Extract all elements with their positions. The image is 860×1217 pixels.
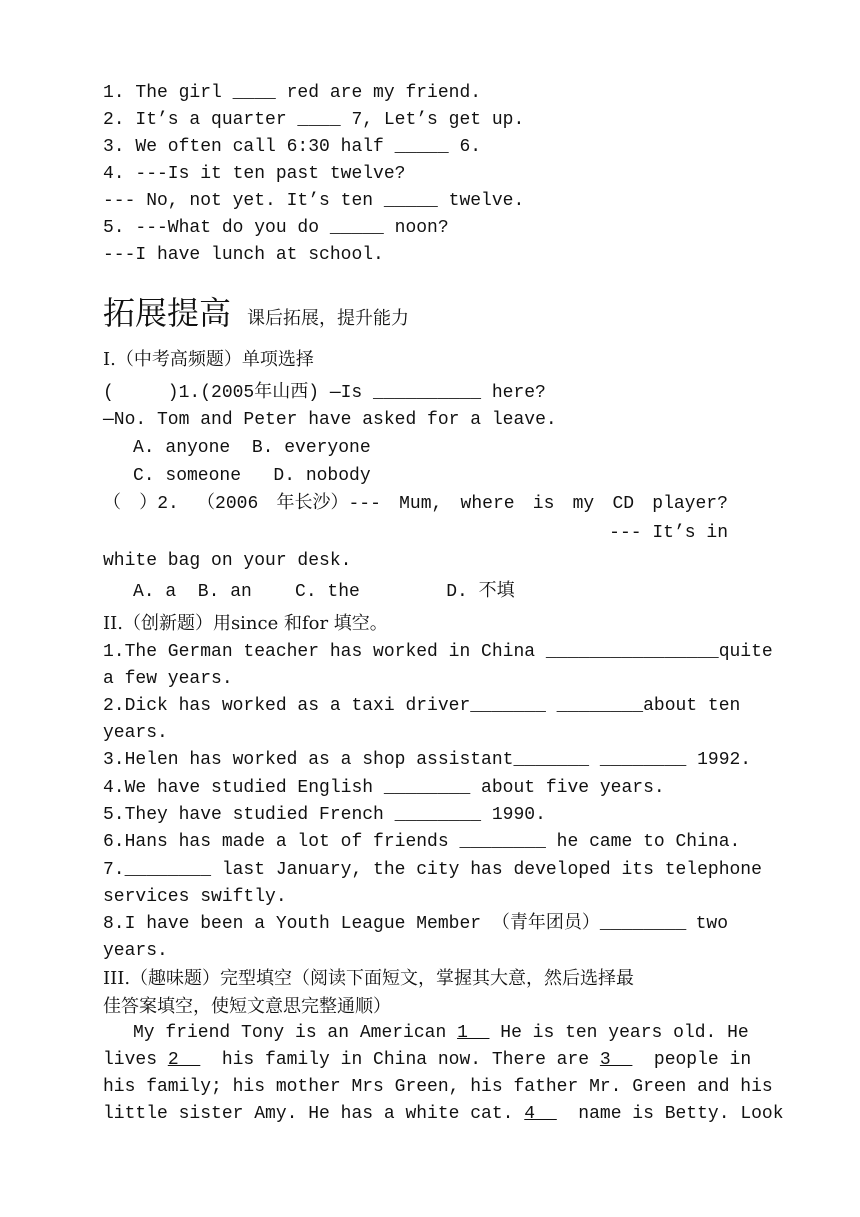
text-part: He is ten years old. He: [489, 1023, 749, 1043]
text-part: CD: [612, 494, 635, 514]
text-part: My friend Tony is an American: [133, 1023, 458, 1043]
text-part: 1.The German teacher has worked in China ________________: [103, 642, 719, 662]
fill-question-8: [103, 911, 728, 938]
heading-subtitle: 课后拓展，提升能力: [247, 308, 410, 329]
section-1-title: Ⅰ.（中考高频题）单项选择: [103, 349, 314, 370]
text-part: player?: [652, 494, 728, 514]
fill-question-3: 3.Helen has worked as a shop assistant_______ ________ 1992.: [103, 750, 752, 770]
exercise-line: 4. ---Is it ten past twelve?: [103, 164, 406, 184]
text-part: where: [460, 494, 515, 514]
exercise-line: --- No, not yet. It’s ten _____ twelve.: [103, 191, 525, 211]
text-part: quite: [718, 642, 773, 662]
question-1-options: C. someone D. nobody: [133, 466, 371, 486]
passage-line: his family; his mother Mrs Green, his father Mr. Green and his: [103, 1077, 773, 1097]
text-part: ）2.: [139, 494, 179, 514]
exercise-line: ---I have lunch at school.: [103, 245, 384, 265]
text-part: two: [695, 914, 728, 934]
question-1-options: A. anyone B. everyone: [133, 438, 371, 458]
fill-question-6: 6.Hans has made a lot of friends ________ he came to China.: [103, 832, 741, 852]
text-part: is: [532, 494, 555, 514]
fill-question-7-cont: services swiftly.: [103, 887, 287, 907]
fill-question-2-cont: years.: [103, 723, 168, 743]
fill-question-1: [103, 639, 773, 666]
question-2-reply: --- It’s in: [609, 523, 728, 543]
fill-question-5: 5.They have studied French ________ 1990.: [103, 805, 546, 825]
section-2-title: II.（创新题）用since 和for 填空。: [103, 613, 388, 634]
blank-1: 1_: [457, 1023, 490, 1043]
exercise-line: 5. ---What do you do _____ noon?: [103, 218, 449, 238]
heading-title: 拓展提高: [103, 294, 232, 332]
section-heading: [103, 288, 409, 334]
text-part: people in: [632, 1050, 752, 1070]
fill-question-1-cont: a few years.: [103, 669, 233, 689]
text-part: his family in China now. There are: [200, 1050, 600, 1070]
section-3-title: III.（趣味题）完型填空（阅读下面短文，掌握其大意，然后选择最: [103, 968, 635, 989]
question-1-reply: —No. Tom and Peter have asked for a leave.: [103, 410, 557, 430]
passage-line: [103, 1101, 784, 1128]
text-part: （2006: [197, 494, 259, 514]
question-2-continued: white bag on your desk.: [103, 551, 352, 571]
question-2: [103, 491, 728, 518]
passage-line: [103, 1047, 752, 1074]
exercise-line: 1. The girl ____ red are my friend.: [103, 83, 482, 103]
text-part: about ten: [643, 696, 741, 716]
fill-question-7: 7.________ last January, the city has developed its telephone: [103, 860, 762, 880]
fill-question-4: 4.We have studied English ________ about five years.: [103, 778, 665, 798]
text-part: name is Betty. Look: [556, 1104, 784, 1124]
section-3-title-cont: 佳答案填空，使短文意思完整通顺）: [103, 996, 391, 1017]
exercise-line: 2. It’s a quarter ____ 7, Let’s get up.: [103, 110, 525, 130]
text-part: lives: [103, 1050, 168, 1070]
fill-question-2: [103, 693, 741, 720]
text-part: Mum,: [399, 494, 443, 514]
question-1: ( )1.(2005年山西) —Is __________ here?: [103, 383, 546, 403]
text-part: my: [572, 494, 595, 514]
text-part: （: [103, 494, 121, 514]
blank-3: 3__: [599, 1050, 633, 1070]
blank-4: 4__: [524, 1104, 557, 1124]
text-part: 年长沙）---: [276, 494, 381, 514]
text-part: 8.I have been a Youth League Member （青年团员）________: [103, 914, 687, 934]
text-part: 2.Dick has worked as a taxi driver_______ ________: [103, 696, 644, 716]
text-part: little sister Amy. He has a white cat.: [103, 1104, 525, 1124]
passage-line: [103, 1020, 749, 1047]
exercise-line: 3. We often call 6:30 half _____ 6.: [103, 137, 482, 157]
fill-question-8-cont: years.: [103, 941, 168, 961]
question-2-options: A. a B. an C. the D. 不填: [133, 582, 515, 602]
blank-2: 2__: [167, 1050, 201, 1070]
